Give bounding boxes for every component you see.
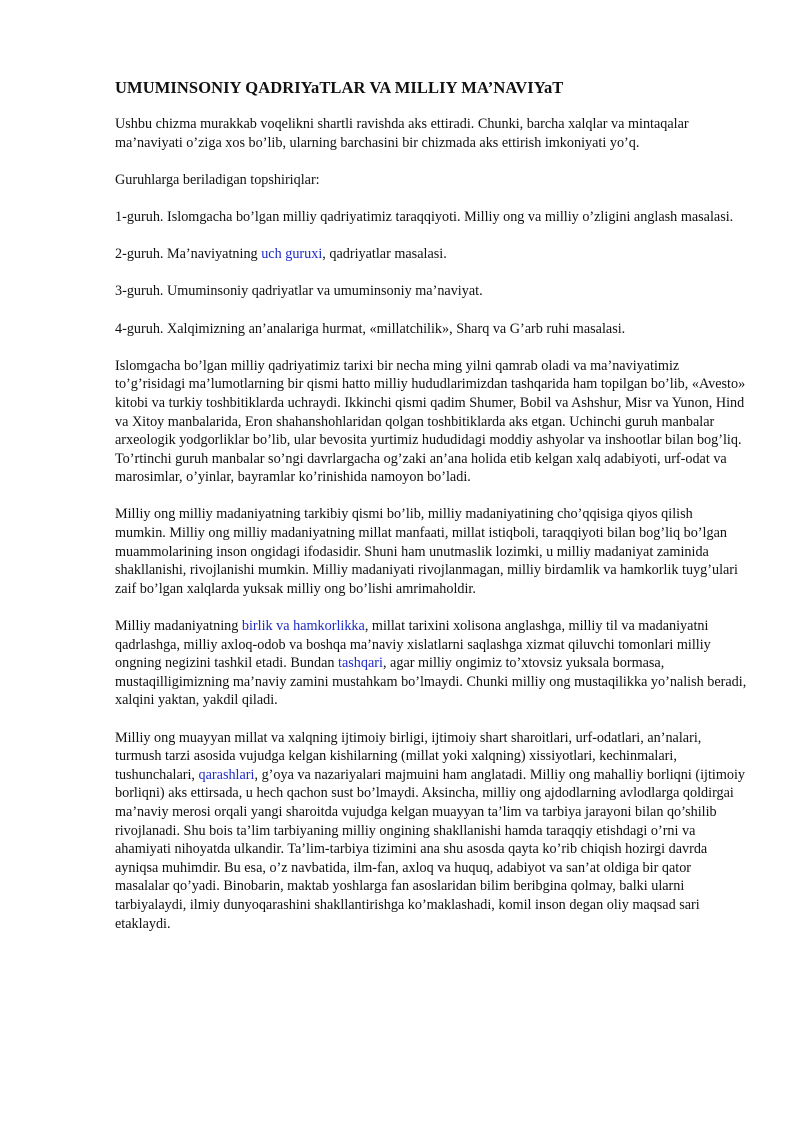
tasks-heading: Guruhlarga beriladigan topshiriqlar: (115, 171, 320, 188)
task2-link[interactable]: uch guruxi (261, 246, 323, 263)
para3-text-c: , agar milliy ongimiz to’xtovsiz yuksala bormasa, mustaqilligimizning ma’naviy zamini mustahkam bo’lmaydi. Chunki milliy ong mustaqilikka yo’nalish beradi, xalqini yaktan, yakdil qiladi. (115, 655, 747, 709)
task2-text-before: 2-guruh. Ma’naviyatning (115, 246, 262, 263)
paragraph-3 (115, 617, 747, 710)
para3-link-tashqari[interactable]: tashqari (338, 655, 383, 672)
task2-text-after: , qadriyatlar masalasi. (322, 246, 447, 263)
task-group-4: 4-guruh. Xalqimizning an’analariga hurmat, «millatchilik», Sharq va G’arb ruhi masalasi. (115, 320, 626, 337)
task-group-2 (115, 245, 747, 264)
paragraph-4 (115, 729, 747, 934)
document-page (115, 78, 747, 952)
para4-text-b: , g’oya va nazariyalari majmuini ham anglatadi. Milliy ong mahalliy borliqni (ijtimoiy borliqni) aks ettirsada, u hech qachon sust bo’lmaydi. Aksincha, milliy ong ajdodlarning avlodlarga qoldirgai ma’naviy merosi orqali yangi sharoitda vujudga kelgan muayyan ta’lim va tarbiya jarayoni bilan qo’shilib rivojlanadi. Shu bois ta’lim tarbiyaning milliy ongining shakllanishi hamda taraqqiy etishdagi o’rni va ahamiyati nihoyatda ulkandir. Ta’lim-tarbiya tizimini ana shu asosda qayta ko’rib chiqish hozirgi davrda ayniqsa muhimdir. Bu esa, o’z navbatida, ilm-fan, axloq va huquq, adabiyot va san’at oldiga bir qator masalalar qo’yadi. Binobarin, maktab yoshlarga fan asoslaridan bilim beribgina qolmay, balki ularni tarbiyalaydi, ilmiy dunyoqarashini shakllantirishga ko’maklashadi, komil inson degan oliy maqsad sari etaklaydi. (115, 766, 746, 932)
para4-link-qarashlari[interactable]: qarashlari (198, 766, 255, 783)
para3-link-birlik[interactable]: birlik va hamkorlikka (241, 618, 365, 635)
intro-paragraph: Ushbu chizma murakkab voqelikni shartli ravishda aks ettiradi. Chunki, barcha xalqlar va mintaqalar ma’naviyati o’ziga xos bo’lib, ularning barchasini bir chizmada aks ettirish imkoniyati yo’q. (115, 116, 689, 151)
document-title: UMUMINSONIY QADRIYaTLAR VA MILLIY MA’NAVIYaT (115, 78, 564, 97)
para3-text-b: , millat tarixini xolisona anglashga, milliy til va madaniyatni qadrlashga, milliy axloq-odob va boshqa ma’naviy xislatlarni saqlashga xizmat qiluvchi tomonlari milliy ongning negizini tashkil etadi. Bundan (115, 618, 711, 672)
task-group-1: 1-guruh. Islomgacha bo’lgan milliy qadriyatimiz taraqqiyoti. Milliy ong va milliy o’zligini anglash masalasi. (115, 208, 734, 225)
task-group-3: 3-guruh. Umuminsoniy qadriyatlar va umuminsoniy ma’naviyat. (115, 283, 483, 300)
paragraph-2: Milliy ong milliy madaniyatning tarkibiy qismi bo’lib, milliy madaniyatining cho’qqisiga qiyos qilish mumkin. Milliy ong milliy madaniyatning millat manfaati, millat istiqboli, taraqqiyoti bilan bog’liq bo’lgan muammolarining inson ongidagi ifodasidir. Shuni ham unutmaslik lozimki, u milliy madaniyat zaminida shakllanishi, rivojlanishi mumkin. Milliy madaniyati rivojlanmagan, milliy birdamlik va hamkorlik tuyg’ulari zaif bo’lgan xalqlarda yuksak milliy ong bo’lishi amrimaholdir. (115, 506, 738, 597)
para4-text-a: Milliy ong muayyan millat va xalqning ijtimoiy birligi, ijtimoiy shart sharoitlari, urf-odatlari, an’nalari, turmush tarzi asosida vujudga kelgan kishilarning (millat yoki xalqning) xissiyotlari, kechinmalari, tushunchalari, (115, 729, 702, 783)
paragraph-1: Islomgacha bo’lgan milliy qadriyatimiz tarixi bir necha ming yilni qamrab oladi va ma’naviyatimiz to’g’risidagi ma’lumotlarning bir qismi hatto milliy hududlarimizdan tashqarida ham topilgan bo’lib, «Avesto» kitobi va turkiy toshbitiklarda uchraydi. Ikkinchi qismi qadim Shumer, Bobil va Ashshur, Misr va Yunon, Hind va Xitoy manbalarida, Eron shahanshohlaridan qolgan toshbitiklarda aks etgan. Uchinchi guruh manbalar arxeologik yodgorliklar bo’lib, ular bevosita yurtimiz hududidagi moddiy ashyolar va inshootlar bilan bog’liq. To’rtinchi guruh manbalar so’ngi davrlargacha og’zaki an’ana holida etib kelgan xalq adabiyoti, urf-odat va marosimlar, o’yinlar, bayramlar ko’rinishida namoyon bo’ladi. (115, 357, 746, 486)
para3-text-a: Milliy madaniyatning (115, 618, 242, 635)
